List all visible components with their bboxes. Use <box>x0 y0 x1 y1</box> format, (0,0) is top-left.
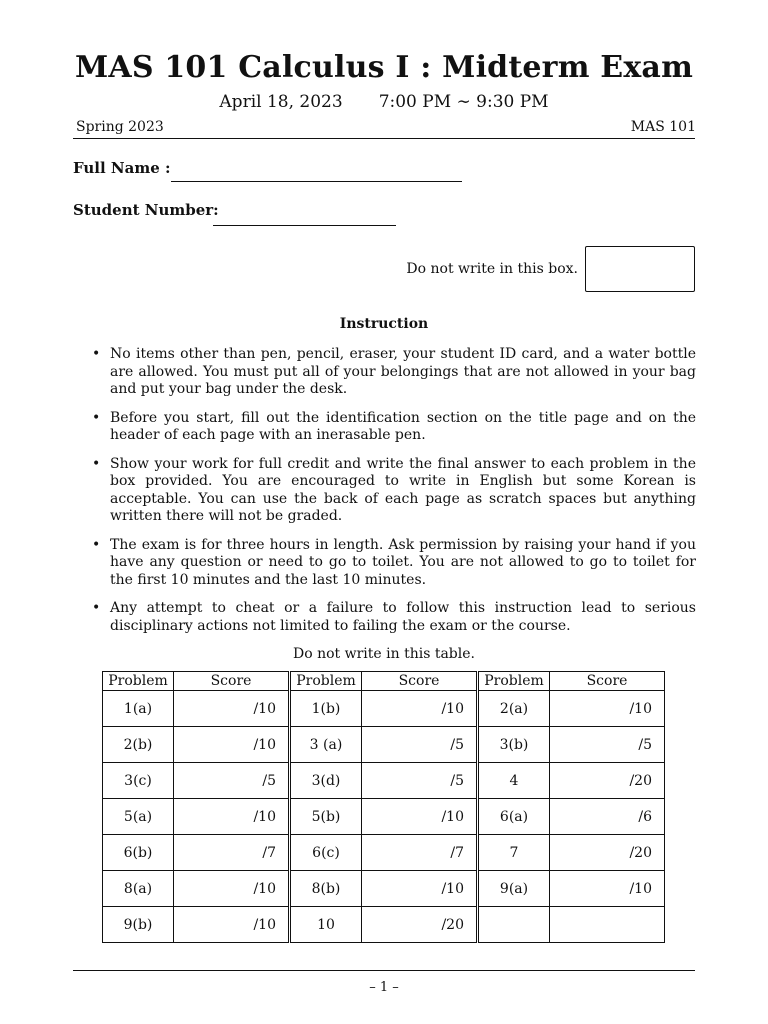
score-cell[interactable]: /10 <box>174 727 290 763</box>
bullet-icon: • <box>92 455 101 472</box>
list-item: • Show your work for full credit and write the final answer to each problem in the box provided. You are encouraged to write in English but some Korean is acceptable. You can use the back of each page as scratch spaces but anything written there will not be graded. <box>92 455 696 524</box>
header-semester: Spring 2023 <box>76 119 164 135</box>
footer-rule <box>73 970 695 971</box>
full-name-field[interactable] <box>171 181 462 182</box>
score-cell[interactable]: /10 <box>174 907 290 943</box>
problem-cell: 1(a) <box>103 691 174 727</box>
page-number: – 1 – <box>369 980 399 995</box>
problem-cell: 9(a) <box>478 871 550 907</box>
list-item: • Any attempt to cheat or a failure to follow this instruction lead to serious disciplinary actions not limited to failing the exam or the course. <box>92 600 696 634</box>
instruction-list <box>92 346 696 646</box>
list-item: • The exam is for three hours in length. Ask permission by raising your hand if you have any question or need to go to toilet. You are not allowed to go to toilet for the first 10 minutes and the last 10 minutes. <box>92 536 696 588</box>
problem-cell <box>478 907 550 943</box>
problem-cell: 3(d) <box>290 763 362 799</box>
bullet-icon: • <box>92 600 101 616</box>
problem-cell: 6(c) <box>290 835 362 871</box>
table-row <box>103 691 665 727</box>
bullet-icon: • <box>92 536 101 553</box>
column-header: Problem <box>478 672 550 691</box>
problem-cell: 3 (a) <box>290 727 362 763</box>
bullet-icon: • <box>92 346 101 362</box>
score-cell[interactable]: /10 <box>174 691 290 727</box>
score-cell[interactable] <box>550 907 665 943</box>
student-number-field[interactable] <box>213 225 396 226</box>
problem-cell: 9(b) <box>103 907 174 943</box>
problem-cell: 5(a) <box>103 799 174 835</box>
header-rule <box>73 138 695 139</box>
score-cell[interactable]: /10 <box>362 799 478 835</box>
problem-cell: 2(b) <box>103 727 174 763</box>
score-cell[interactable]: /10 <box>550 871 665 907</box>
score-cell[interactable]: /5 <box>550 727 665 763</box>
exam-title: MAS 101 Calculus I : Midterm Exam <box>74 50 694 85</box>
score-cell[interactable]: /5 <box>362 763 478 799</box>
score-cell[interactable]: /20 <box>550 835 665 871</box>
table-row <box>103 763 665 799</box>
total-score-box[interactable] <box>585 246 695 292</box>
table-row <box>103 835 665 871</box>
table-row <box>103 907 665 943</box>
problem-cell: 6(a) <box>478 799 550 835</box>
table-row <box>103 799 665 835</box>
column-header: Score <box>550 672 665 691</box>
score-cell[interactable]: /10 <box>362 871 478 907</box>
problem-cell: 3(c) <box>103 763 174 799</box>
score-cell[interactable]: /5 <box>362 727 478 763</box>
problem-cell: 8(b) <box>290 871 362 907</box>
problem-cell: 10 <box>290 907 362 943</box>
score-cell[interactable]: /20 <box>362 907 478 943</box>
score-cell[interactable]: /7 <box>174 835 290 871</box>
problem-cell: 1(b) <box>290 691 362 727</box>
column-header: Score <box>362 672 478 691</box>
problem-cell: 7 <box>478 835 550 871</box>
column-header: Problem <box>103 672 174 691</box>
problem-cell: 2(a) <box>478 691 550 727</box>
instruction-title: Instruction <box>339 316 429 332</box>
problem-cell: 4 <box>478 763 550 799</box>
score-cell[interactable]: /10 <box>174 799 290 835</box>
column-header: Problem <box>290 672 362 691</box>
score-cell[interactable]: /10 <box>174 871 290 907</box>
score-cell[interactable]: /10 <box>362 691 478 727</box>
exam-date: April 18, 2023 <box>219 92 343 112</box>
score-cell[interactable]: /20 <box>550 763 665 799</box>
header-course: MAS 101 <box>630 119 696 135</box>
problem-cell: 6(b) <box>103 835 174 871</box>
student-number-label: Student Number: <box>73 201 219 219</box>
score-table <box>102 671 665 943</box>
table-header-row <box>103 672 665 691</box>
list-item: • No items other than pen, pencil, eraser, your student ID card, and a water bottle are allowed. You must put all of your belongings that are not allowed in your bag and put your bag under the desk. <box>92 346 696 397</box>
score-cell[interactable]: /6 <box>550 799 665 835</box>
table-row <box>103 871 665 907</box>
score-cell[interactable]: /10 <box>550 691 665 727</box>
exam-datetime <box>0 92 768 112</box>
table-note: Do not write in this table. <box>293 646 475 662</box>
problem-cell: 3(b) <box>478 727 550 763</box>
table-row <box>103 727 665 763</box>
score-box-note: Do not write in this box. <box>406 261 578 277</box>
problem-cell: 8(a) <box>103 871 174 907</box>
column-header: Score <box>174 672 290 691</box>
full-name-label: Full Name : <box>73 159 171 177</box>
score-cell[interactable]: /7 <box>362 835 478 871</box>
score-cell[interactable]: /5 <box>174 763 290 799</box>
problem-cell: 5(b) <box>290 799 362 835</box>
bullet-icon: • <box>92 409 101 426</box>
exam-time: 7:00 PM ∼ 9:30 PM <box>378 92 549 112</box>
list-item: • Before you start, fill out the identification section on the title page and on the header of each page with an inerasable pen. <box>92 409 696 443</box>
